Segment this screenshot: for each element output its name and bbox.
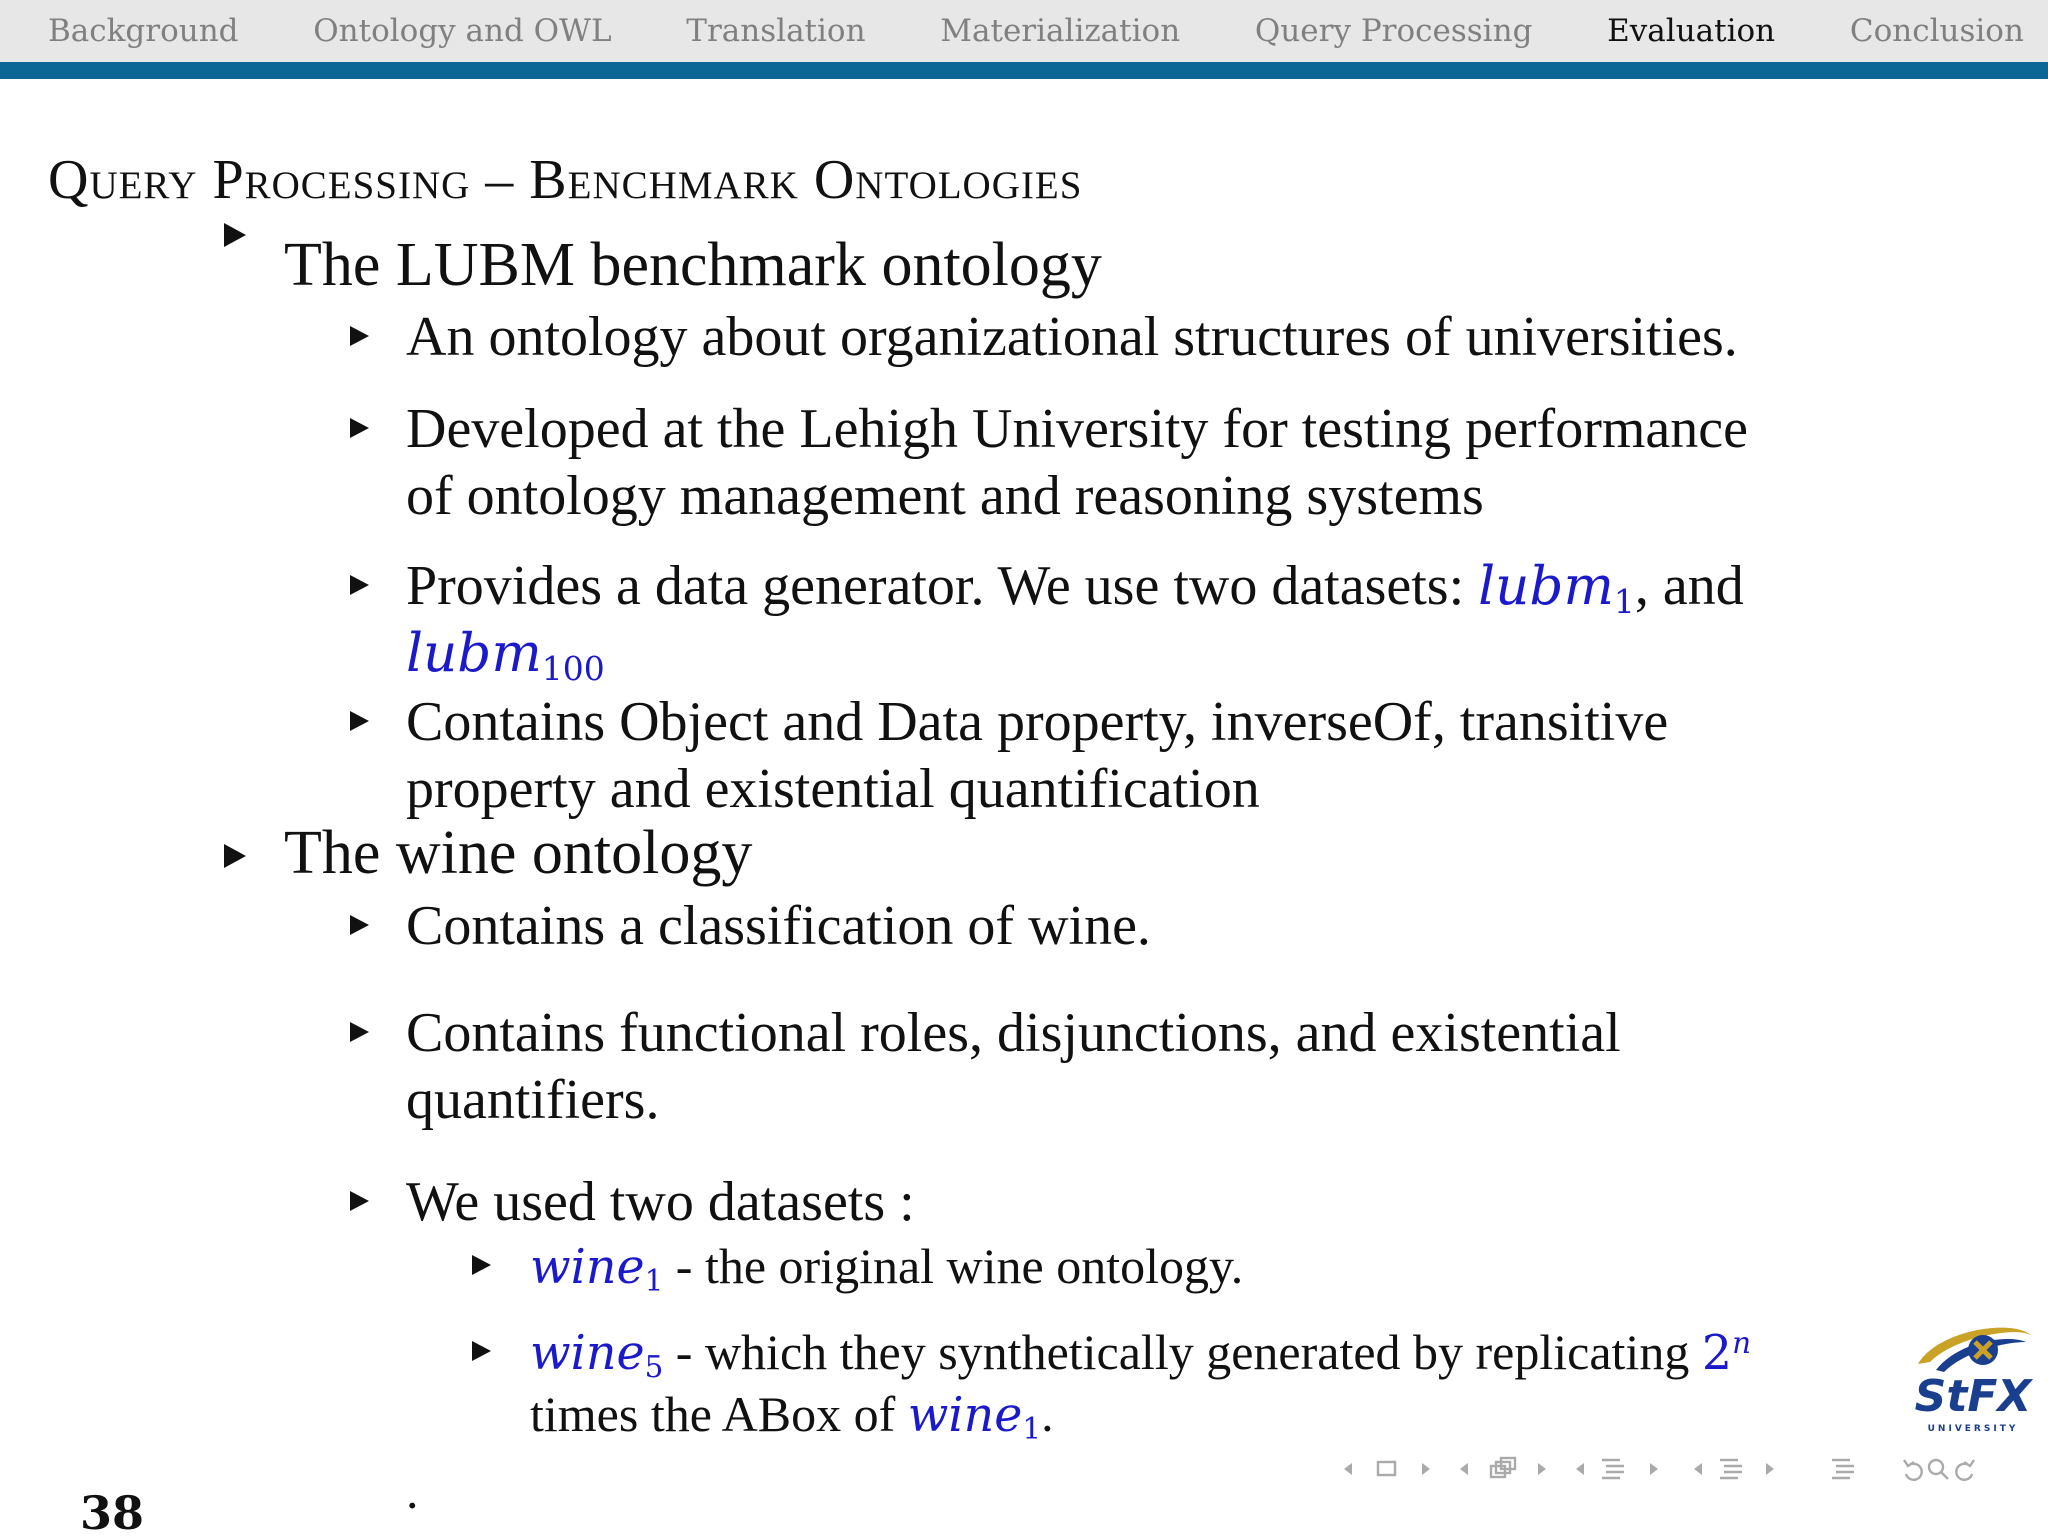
section-prev-icon[interactable] xyxy=(1576,1463,1584,1475)
nav-materialization[interactable]: Materialization xyxy=(940,13,1181,49)
triangle-right-icon xyxy=(350,326,369,346)
power-base: 2 xyxy=(1701,1326,1733,1381)
frame-icon[interactable] xyxy=(1378,1462,1395,1475)
section-navigation xyxy=(0,0,2048,62)
triangle-right-icon xyxy=(472,1341,491,1361)
section-next-icon[interactable] xyxy=(1650,1463,1658,1475)
nav-conclusion[interactable]: Conclusion xyxy=(1849,13,2024,49)
wine5-description: - which they synthetically generated by replicating xyxy=(663,1324,1702,1380)
stfx-university-logo xyxy=(1908,1312,2038,1437)
dataset-wine1-ref-base: wine xyxy=(907,1388,1023,1443)
triangle-right-icon xyxy=(350,711,369,731)
triangle-right-icon xyxy=(350,1191,369,1211)
wine-heading: The wine ontology xyxy=(284,819,753,887)
dataset-wine1-sub: 1 xyxy=(644,1264,664,1299)
nav-translation[interactable]: Translation xyxy=(686,13,866,49)
lubm-item-description: An ontology about organizational structures of universities. xyxy=(406,306,1738,368)
nav-query-processing[interactable]: Query Processing xyxy=(1254,13,1533,49)
subsection-next-icon[interactable] xyxy=(1538,1463,1546,1475)
wine-item-functional-line2: quantifiers. xyxy=(406,1069,660,1131)
frame-title: Query Processing – Benchmark Ontologies xyxy=(48,149,1083,211)
dataset-wine5 xyxy=(530,1326,664,1385)
beamer-navigation-controls xyxy=(1338,1452,2028,1486)
dataset-lubm1-base: lubm xyxy=(1478,555,1614,617)
dataset-wine1-ref xyxy=(907,1388,1042,1447)
wine-item-datasets: We used two datasets : xyxy=(406,1171,915,1233)
subsubsection-next-icon[interactable] xyxy=(1766,1463,1774,1475)
wine-item-functional-line1: Contains functional roles, disjunctions, and existential xyxy=(406,1002,1621,1064)
nav-background[interactable]: Background xyxy=(48,13,239,49)
toc-icon[interactable] xyxy=(1832,1460,1854,1478)
dataset-wine1-base: wine xyxy=(530,1240,645,1295)
wine-item-classification: Contains a classification of wine. xyxy=(406,895,1151,957)
wine-subitem-wine5-line2 xyxy=(530,1385,1054,1446)
wine-subitem-wine1 xyxy=(530,1237,1243,1298)
dataset-wine1 xyxy=(530,1240,664,1299)
logo-text: StFX xyxy=(1914,1371,2032,1422)
lubm-heading: The LUBM benchmark ontology xyxy=(284,231,1102,299)
dataset-lubm1-sub: 1 xyxy=(1613,582,1635,622)
lubm-item-generator xyxy=(406,554,1744,621)
header-rule xyxy=(0,62,2048,79)
subsection-icon[interactable] xyxy=(1491,1458,1515,1477)
search-icon[interactable] xyxy=(1929,1460,1948,1479)
subsubsection-prev-icon[interactable] xyxy=(1694,1463,1702,1475)
dataset-lubm100-sub: 100 xyxy=(541,649,605,689)
generator-text: Provides a data generator. We use two datasets: xyxy=(406,555,1479,617)
wine5-line2-end: . xyxy=(1041,1386,1054,1442)
triangle-right-icon xyxy=(350,915,369,935)
triangle-right-icon xyxy=(472,1255,491,1275)
nav-ontology-and-owl[interactable]: Ontology and OWL xyxy=(313,13,612,49)
frame-prev-icon[interactable] xyxy=(1344,1463,1352,1475)
generator-separator: , and xyxy=(1634,555,1744,617)
triangle-right-icon xyxy=(224,223,246,247)
triangle-right-icon xyxy=(224,844,246,868)
triangle-right-icon xyxy=(350,418,369,438)
page-number: 38 xyxy=(80,1486,145,1540)
triangle-right-icon xyxy=(350,1022,369,1042)
dataset-wine1-ref-sub: 1 xyxy=(1022,1412,1042,1447)
section-icon[interactable] xyxy=(1602,1460,1624,1478)
lubm-item-contains-line1: Contains Object and Data property, inverseOf, transitive xyxy=(406,691,1669,753)
lubm-item-generator-line2 xyxy=(406,621,605,688)
triangle-right-icon xyxy=(350,575,369,595)
dataset-lubm100-base: lubm xyxy=(406,622,542,684)
nav-evaluation[interactable]: Evaluation xyxy=(1607,13,1776,49)
lubm-item-contains-line2: property and existential quantification xyxy=(406,758,1260,820)
subsection-prev-icon[interactable] xyxy=(1460,1463,1468,1475)
wine5-line2-text: times the ABox of xyxy=(530,1386,908,1442)
wine1-description: - the original wine ontology. xyxy=(663,1238,1244,1294)
frame-next-icon[interactable] xyxy=(1422,1463,1430,1475)
section-nav-items xyxy=(0,0,2048,62)
power-exponent: n xyxy=(1732,1325,1752,1360)
lubm-item-developed-line1: Developed at the Lehigh University for testing performance xyxy=(406,398,1748,460)
dataset-wine5-base: wine xyxy=(530,1326,645,1381)
lubm-item-developed-line2: of ontology management and reasoning systems xyxy=(406,465,1484,527)
stray-mark: . xyxy=(406,1463,419,1519)
logo-subtext: UNIVERSITY xyxy=(1927,1424,2019,1434)
subsubsection-icon[interactable] xyxy=(1720,1460,1742,1478)
wine-subitem-wine5 xyxy=(530,1323,1751,1384)
dataset-lubm1 xyxy=(1478,555,1635,622)
power-of-two xyxy=(1702,1326,1751,1381)
dataset-lubm100 xyxy=(406,622,605,689)
dataset-wine5-sub: 5 xyxy=(644,1350,664,1385)
